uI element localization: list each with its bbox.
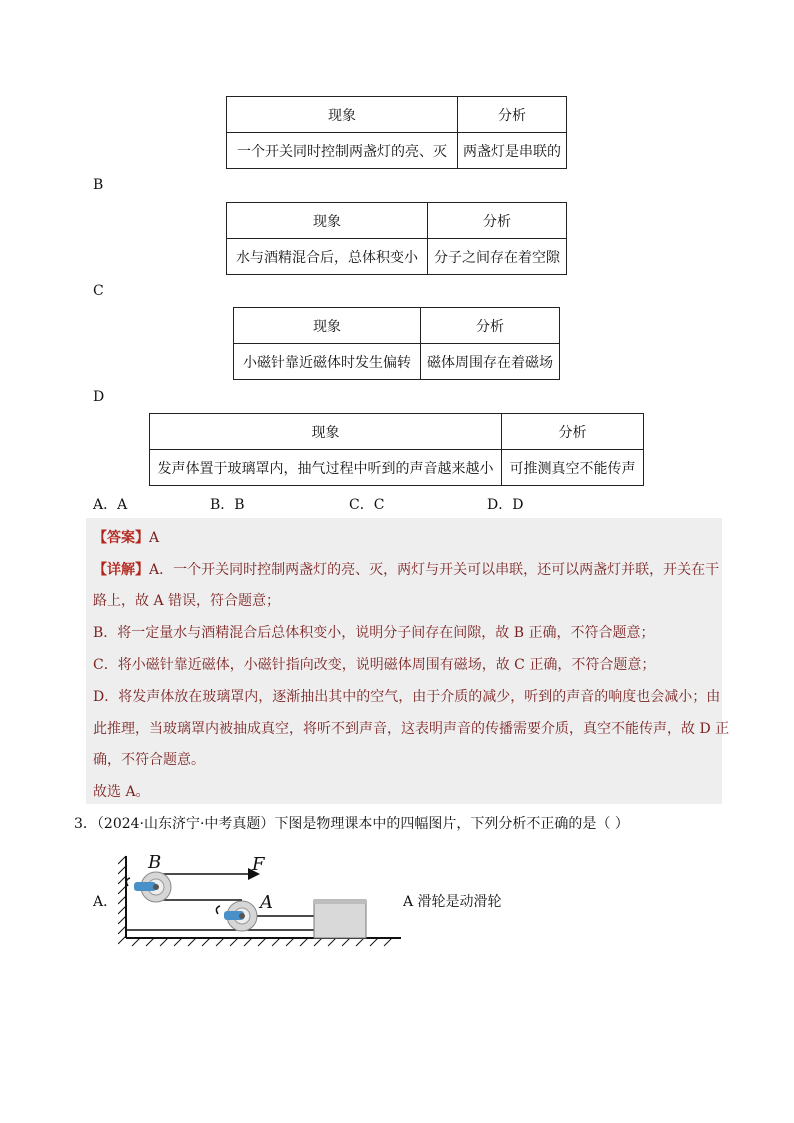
answer-line	[93, 527, 159, 547]
question-3-option-a-label: A．	[93, 894, 118, 910]
pulley-b	[126, 872, 171, 902]
explanation-line-3: B．将一定量水与酒精混合后总体积变小，说明分子间存在间隙，故 B 正确，不符合题意；	[93, 625, 655, 641]
option-label-c: C	[93, 283, 104, 299]
answer-tag: 【答案】	[93, 530, 149, 546]
explanation-line-5: D．将发声体放在玻璃罩内，逐渐抽出其中的空气，由于介质的减少，听到的声音的响度也会减小；由	[93, 689, 721, 705]
table-b-phenomenon: 水与酒精混合后，总体积变小	[227, 239, 428, 275]
table-b-header-analysis: 分析	[428, 203, 567, 239]
table-a-analysis: 两盏灯是串联的	[458, 133, 567, 169]
table-d-header-analysis: 分析	[502, 414, 644, 450]
explanation-tag: 【详解】	[93, 562, 149, 578]
table-c-header-phenomenon: 现象	[234, 308, 421, 344]
table-d-phenomenon: 发声体置于玻璃罩内，抽气过程中听到的声音越来越小	[150, 450, 502, 486]
table-c-phenomenon: 小磁针靠近磁体时发生偏转	[234, 344, 421, 380]
table-a	[226, 96, 567, 169]
floor-hatching	[132, 938, 392, 946]
label-b: B	[148, 852, 162, 873]
pulley-figure	[118, 848, 404, 952]
option-label-b: B	[93, 177, 104, 193]
table-a-phenomenon: 一个开关同时控制两盏灯的亮、灭	[227, 133, 458, 169]
question-3-stem: 3．（2024·山东济宁·中考真题）下图是物理课本中的四幅图片，下列分析不正确的是（ ）	[74, 816, 629, 832]
explanation-conclusion: 故选 A。	[93, 784, 150, 800]
explanation-line-6: 此推理，当玻璃罩内被抽成真空，将听不到声音，这表明声音的传播需要介质，真空不能传声，故 D 正	[93, 721, 730, 737]
explanation-line-4: C．将小磁针靠近磁体，小磁针指向改变，说明磁体周围有磁场，故 C 正确，不符合题意；	[93, 657, 656, 673]
label-f: F	[252, 854, 265, 875]
question-3-option-a-text: A 滑轮是动滑轮	[403, 894, 502, 910]
table-a-header-phenomenon: 现象	[227, 97, 458, 133]
explanation-line-1	[93, 559, 719, 579]
answer-value: A	[149, 530, 160, 546]
option-a: A．A	[93, 497, 128, 513]
option-label-d: D	[93, 389, 105, 405]
table-b	[226, 202, 567, 275]
table-c-analysis: 磁体周围存在着磁场	[421, 344, 560, 380]
option-c: C．C	[349, 497, 385, 513]
wall-hatching	[118, 856, 126, 944]
option-b: B．B	[210, 497, 245, 513]
table-c-header-analysis: 分析	[421, 308, 560, 344]
table-c	[233, 307, 560, 380]
block	[314, 900, 366, 938]
option-d: D．D	[487, 497, 524, 513]
table-a-header-analysis: 分析	[458, 97, 567, 133]
block-top-edge	[314, 900, 366, 904]
table-b-analysis: 分子之间存在着空隙	[428, 239, 567, 275]
explanation-line-2: 路上，故 A 错误，符合题意；	[93, 593, 281, 609]
table-d-analysis: 可推测真空不能传声	[502, 450, 644, 486]
table-d	[149, 413, 644, 486]
explanation-line-7: 确，不符合题意。	[93, 752, 205, 768]
label-a: A	[260, 892, 273, 913]
table-d-header-phenomenon: 现象	[150, 414, 502, 450]
explanation-text-1: A．一个开关同时控制两盏灯的亮、灭，两灯与开关可以串联，还可以两盏灯并联，开关在干	[149, 562, 720, 578]
table-b-header-phenomenon: 现象	[227, 203, 428, 239]
pulley-a	[216, 901, 257, 931]
